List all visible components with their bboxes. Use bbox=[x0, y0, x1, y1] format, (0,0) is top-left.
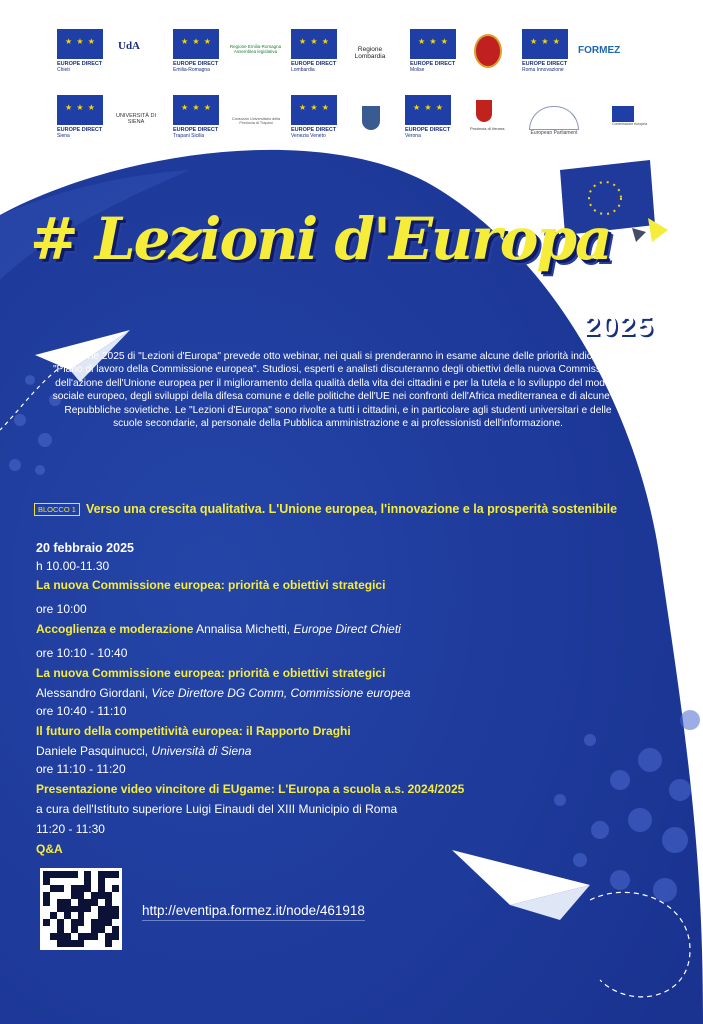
qr-module bbox=[84, 933, 91, 940]
qr-module bbox=[105, 885, 112, 892]
qr-module bbox=[50, 912, 57, 919]
eu-flag-icon bbox=[291, 95, 337, 125]
european-parliament-logo bbox=[529, 106, 579, 136]
qr-module bbox=[57, 919, 64, 926]
qr-module bbox=[71, 940, 78, 947]
agenda-role: Europe Direct Chieti bbox=[293, 622, 401, 636]
eu-flag-icon bbox=[291, 29, 337, 59]
block-title: Verso una crescita qualitativa. L'Unione europea, l'innovazione e la prosperità sostenibile bbox=[85, 502, 618, 516]
qr-module bbox=[64, 926, 71, 933]
qr-module bbox=[112, 912, 119, 919]
qr-module bbox=[98, 933, 105, 940]
intro-text: L'edizione 2025 di "Lezioni d'Europa" prevede otto webinar, nei quali si prenderanno in esame alcune delle priorità indicate dal "Piano di lavoro della Commissione europea". Studiosi, esperti e analisti discuteranno degli obiettivi della nuova Commissione, dell'azione dell'Unione europea per il miglioramento della qualità della vita dei cittadini e per la tutela e lo sviluppo del modello sociale europeo, degli sviluppi della difesa comune e delle politiche dell'UE nei confronti dell'Africa mediterranea e di alcune ex Repubbliche sovietiche. Le "Lezioni d'Europa" sono rivolte a tutti i cittadini, e in particolare agli studenti universitari e delle scuole secondarie, al personale della Pubblica amministrazione e ai professionisti dell'informazione. bbox=[52, 351, 624, 430]
qr-module bbox=[91, 919, 98, 926]
qr-module bbox=[84, 940, 91, 947]
agenda-speaker: Daniele Pasquinucci, bbox=[36, 744, 149, 758]
logo-label: EUROPE DIRECT bbox=[173, 127, 219, 133]
logo-sub: Trapani Sicilia bbox=[173, 133, 205, 139]
molise-crest-icon bbox=[474, 34, 502, 68]
qr-module bbox=[91, 912, 98, 919]
qr-module bbox=[98, 906, 105, 913]
logo-label: EUROPE DIRECT bbox=[173, 61, 219, 67]
consorzio-trapani-logo: Consorzio Universitario della Provincia di Trapani bbox=[231, 117, 281, 125]
logo-label: EUROPE DIRECT bbox=[291, 61, 337, 67]
logo-sub: Venezia Veneto bbox=[291, 133, 326, 139]
qr-module bbox=[50, 878, 57, 885]
qr-module bbox=[50, 899, 57, 906]
europe-direct-roma-logo bbox=[522, 29, 568, 73]
qr-module bbox=[91, 906, 98, 913]
qr-module bbox=[91, 885, 98, 892]
qr-module bbox=[112, 933, 119, 940]
qr-module bbox=[78, 912, 85, 919]
qr-module bbox=[64, 906, 71, 913]
qr-module bbox=[84, 912, 91, 919]
qr-module bbox=[64, 892, 71, 899]
qr-module bbox=[105, 912, 112, 919]
qr-module bbox=[71, 926, 78, 933]
qr-module bbox=[98, 912, 105, 919]
europe-direct-emilia-romagna-logo bbox=[173, 29, 219, 73]
qr-module bbox=[78, 933, 85, 940]
verona-crest-icon bbox=[476, 100, 492, 122]
qr-module bbox=[105, 878, 112, 885]
logo-sub: Siena bbox=[57, 133, 70, 139]
logo-label: EUROPE DIRECT bbox=[522, 61, 568, 67]
block-tag: BLOCCO 1 bbox=[34, 503, 80, 516]
ec-flag-icon bbox=[612, 106, 634, 122]
qr-module bbox=[112, 871, 119, 878]
qr-module bbox=[64, 919, 71, 926]
qr-module bbox=[57, 933, 64, 940]
agenda-item bbox=[36, 683, 596, 701]
qr-module bbox=[50, 933, 57, 940]
eu-flag-icon bbox=[410, 29, 456, 59]
logo-label: Commissione europea bbox=[612, 122, 648, 126]
eu-flag-icon bbox=[522, 29, 568, 59]
universita-siena-logo: UNIVERSITÀ DI SIENA bbox=[115, 113, 157, 125]
qr-module bbox=[57, 892, 64, 899]
logo-label: Provincia di Verona bbox=[470, 126, 505, 131]
veneto-crest-icon bbox=[362, 106, 380, 130]
qr-module bbox=[112, 906, 119, 913]
qr-module bbox=[91, 926, 98, 933]
agenda-role: Vice Direttore DG Comm, Commissione europea bbox=[151, 686, 411, 700]
qr-module bbox=[98, 940, 105, 947]
qr-module bbox=[78, 926, 85, 933]
qr-module bbox=[112, 899, 119, 906]
agenda-role: Università di Siena bbox=[151, 744, 252, 758]
qr-module bbox=[71, 885, 78, 892]
agenda-time: ore 10:10 - 10:40 bbox=[36, 646, 128, 660]
qr-module bbox=[91, 871, 98, 878]
event-time: h 10.00-11.30 bbox=[36, 559, 110, 573]
parliament-icon bbox=[529, 106, 579, 130]
logo-label: EUROPE DIRECT bbox=[405, 127, 451, 133]
qr-module bbox=[84, 871, 91, 878]
qr-module bbox=[112, 919, 119, 926]
qr-module bbox=[98, 871, 105, 878]
qr-module bbox=[78, 878, 85, 885]
qr-module bbox=[50, 926, 57, 933]
qr-module bbox=[78, 885, 85, 892]
qr-module bbox=[84, 892, 91, 899]
qr-module bbox=[50, 906, 57, 913]
qr-module bbox=[64, 912, 71, 919]
qr-module bbox=[91, 892, 98, 899]
agenda-item-title: Presentazione video vincitore di EUgame: L'Europa a scuola a.s. 2024/2025 bbox=[36, 782, 465, 796]
qr-module bbox=[50, 871, 57, 878]
qr-module bbox=[50, 919, 57, 926]
europe-direct-chieti-logo bbox=[57, 29, 103, 73]
logo-sub: Roma Innovazione bbox=[522, 67, 564, 73]
qr-module bbox=[105, 933, 112, 940]
eu-flag-icon bbox=[173, 95, 219, 125]
qr-module bbox=[105, 892, 112, 899]
qr-module bbox=[50, 940, 57, 947]
qr-module bbox=[105, 926, 112, 933]
agenda-item-title: Accoglienza e moderazione bbox=[36, 622, 194, 636]
qr-module bbox=[84, 926, 91, 933]
logo-label: EUROPE DIRECT bbox=[291, 127, 337, 133]
logo-label: EUROPE DIRECT bbox=[410, 61, 456, 67]
qr-module bbox=[105, 940, 112, 947]
eu-flag-icon bbox=[57, 95, 103, 125]
qr-module bbox=[64, 885, 71, 892]
agenda-time: ore 11:10 - 11:20 bbox=[36, 762, 126, 776]
qr-module bbox=[64, 933, 71, 940]
logo-label: EUROPE DIRECT bbox=[57, 61, 103, 67]
qr-module bbox=[78, 919, 85, 926]
qr-module bbox=[112, 878, 119, 885]
logo-label: European Parliament bbox=[530, 130, 578, 136]
qr-module bbox=[105, 871, 112, 878]
agenda-speaker: Alessandro Giordani, bbox=[36, 686, 149, 700]
qr-module bbox=[43, 912, 50, 919]
qr-module bbox=[43, 892, 50, 899]
qr-module bbox=[71, 871, 78, 878]
regione-lombardia-logo: Regione Lombardia bbox=[354, 46, 386, 60]
europe-direct-verona-logo bbox=[405, 95, 451, 139]
uda-logo: UdA bbox=[118, 40, 141, 52]
qr-module bbox=[57, 899, 64, 906]
qr-module bbox=[112, 940, 119, 947]
qr-module bbox=[98, 899, 105, 906]
logo-sub: Molise bbox=[410, 67, 425, 73]
logo-sub: Verona bbox=[405, 133, 421, 139]
qr-module bbox=[64, 878, 71, 885]
agenda bbox=[36, 538, 596, 859]
europe-direct-lombardia-logo bbox=[291, 29, 337, 73]
qr-module bbox=[71, 899, 78, 906]
qr-module bbox=[78, 871, 85, 878]
qr-module bbox=[98, 926, 105, 933]
europe-direct-venezia-logo bbox=[291, 95, 337, 139]
agenda-time: ore 10:00 bbox=[36, 602, 87, 616]
qr-module bbox=[98, 892, 105, 899]
qr-module bbox=[105, 919, 112, 926]
session-title: La nuova Commissione europea: priorità e obiettivi strategici bbox=[36, 578, 386, 592]
qr-code[interactable] bbox=[40, 868, 122, 950]
agenda-item-title: Il futuro della competitività europea: il Rapporto Draghi bbox=[36, 724, 351, 738]
formez-logo: FORMEZ bbox=[578, 45, 621, 56]
qr-module bbox=[57, 878, 64, 885]
europe-direct-siena-logo bbox=[57, 95, 103, 139]
agenda-item bbox=[36, 741, 596, 759]
qr-module bbox=[112, 926, 119, 933]
regione-emilia-romagna-logo: Regione Emilia-Romagna Assemblea legislativa bbox=[229, 44, 282, 54]
eu-flag-icon bbox=[405, 95, 451, 125]
qr-module bbox=[91, 899, 98, 906]
provincia-verona-logo bbox=[470, 100, 532, 131]
qr-module bbox=[71, 919, 78, 926]
commissione-europea-logo bbox=[612, 106, 652, 126]
qr-module bbox=[57, 906, 64, 913]
logo-sub: Emilia-Romagna bbox=[173, 67, 210, 73]
qr-module bbox=[84, 906, 91, 913]
agenda-speaker: Annalisa Michetti, bbox=[196, 622, 291, 636]
agenda-item bbox=[36, 619, 596, 643]
qr-module bbox=[91, 933, 98, 940]
qr-module bbox=[43, 871, 50, 878]
qr-module bbox=[71, 912, 78, 919]
event-link[interactable]: http://eventipa.formez.it/node/461918 bbox=[142, 903, 365, 921]
qr-module bbox=[71, 933, 78, 940]
eu-flag-icon bbox=[173, 29, 219, 59]
qr-module bbox=[64, 899, 71, 906]
qr-module bbox=[50, 885, 57, 892]
qr-module bbox=[98, 878, 105, 885]
qr-module bbox=[43, 899, 50, 906]
qr-module bbox=[43, 926, 50, 933]
qr-module bbox=[91, 878, 98, 885]
page-title: # Lezioni d'Europa bbox=[30, 205, 611, 273]
qr-module bbox=[43, 878, 50, 885]
agenda-speaker: a cura dell'Istituto superiore Luigi Einaudi del XIII Municipio di Roma bbox=[36, 802, 398, 816]
qr-module bbox=[98, 919, 105, 926]
qr-module bbox=[43, 885, 50, 892]
logo-sub: Chieti bbox=[57, 67, 70, 73]
qr-module bbox=[43, 933, 50, 940]
qr-module bbox=[64, 871, 71, 878]
agenda-item-title: Q&A bbox=[36, 842, 63, 856]
qr-module bbox=[91, 940, 98, 947]
qr-module bbox=[43, 940, 50, 947]
qr-module bbox=[57, 912, 64, 919]
qr-module bbox=[43, 906, 50, 913]
qr-module bbox=[43, 919, 50, 926]
qr-module bbox=[84, 899, 91, 906]
qr-module bbox=[78, 906, 85, 913]
logo-sub: Lombardia bbox=[291, 67, 315, 73]
qr-module bbox=[57, 926, 64, 933]
agenda-time: 11:20 - 11:30 bbox=[36, 822, 105, 836]
qr-module bbox=[78, 940, 85, 947]
qr-module bbox=[105, 906, 112, 913]
qr-module bbox=[84, 885, 91, 892]
europe-direct-trapani-logo bbox=[173, 95, 219, 139]
qr-module bbox=[57, 871, 64, 878]
block-header bbox=[34, 502, 617, 516]
qr-module bbox=[84, 878, 91, 885]
agenda-item-title: La nuova Commissione europea: priorità e obiettivi strategici bbox=[36, 666, 386, 680]
event-date: 20 febbraio 2025 bbox=[36, 541, 134, 555]
qr-module bbox=[98, 885, 105, 892]
logo-label: EUROPE DIRECT bbox=[57, 127, 103, 133]
qr-module bbox=[57, 940, 64, 947]
qr-module bbox=[105, 899, 112, 906]
qr-module bbox=[112, 885, 119, 892]
qr-module bbox=[64, 940, 71, 947]
qr-module bbox=[71, 906, 78, 913]
qr-module bbox=[78, 899, 85, 906]
qr-module bbox=[71, 892, 78, 899]
year-label: 2025 bbox=[584, 310, 655, 341]
eu-flag-icon bbox=[57, 29, 103, 59]
qr-module bbox=[50, 892, 57, 899]
europe-direct-molise-logo bbox=[410, 29, 456, 73]
qr-module bbox=[57, 885, 64, 892]
agenda-time: ore 10:40 - 11:10 bbox=[36, 704, 127, 718]
qr-module bbox=[71, 878, 78, 885]
qr-module bbox=[84, 919, 91, 926]
qr-module bbox=[78, 892, 85, 899]
qr-module bbox=[112, 892, 119, 899]
